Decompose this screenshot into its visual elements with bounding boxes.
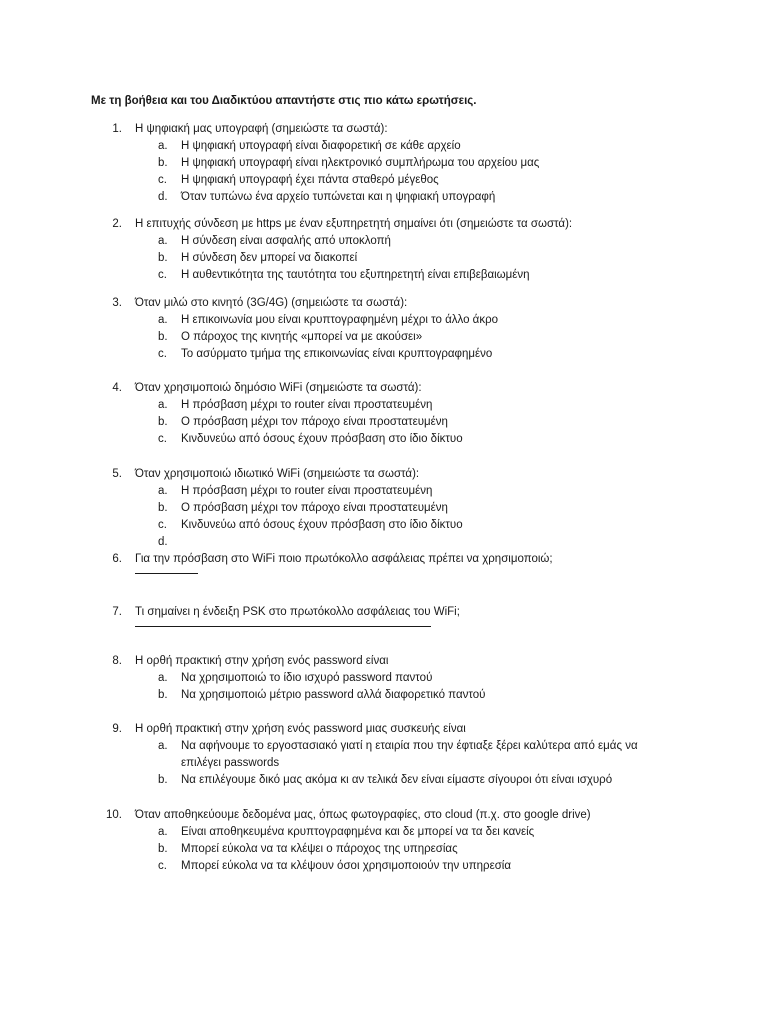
option-letter: a. bbox=[158, 485, 168, 497]
option-letter: d. bbox=[158, 191, 168, 203]
question-number: 5. bbox=[112, 468, 122, 480]
answer-blank-line bbox=[135, 573, 198, 574]
option-item bbox=[0, 312, 768, 329]
option-item bbox=[0, 329, 768, 346]
option-letter: c. bbox=[158, 519, 167, 531]
option-letter: a. bbox=[158, 672, 168, 684]
option-text: Ο πάροχος της κινητής «μπορεί να με ακούσει» bbox=[181, 331, 423, 343]
option-letter: a. bbox=[158, 740, 168, 752]
question-text: Η επιτυχής σύνδεση με https με έναν εξυπηρετητή σημαίνει ότι (σημειώστε τα σωστά): bbox=[135, 218, 573, 230]
option-list bbox=[0, 738, 768, 789]
option-item bbox=[0, 858, 768, 875]
option-text: Μπορεί εύκολα να τα κλέψει ο πάροχος της υπηρεσίας bbox=[181, 843, 458, 855]
option-item bbox=[0, 824, 768, 841]
option-item bbox=[0, 155, 768, 172]
question-number: 1. bbox=[112, 123, 122, 135]
question-text: Όταν χρησιμοποιώ ιδιωτικό WiFi (σημειώστε τα σωστά): bbox=[135, 468, 420, 480]
answer-blank-line bbox=[135, 626, 431, 627]
option-letter: a. bbox=[158, 399, 168, 411]
option-text: Η ψηφιακή υπογραφή είναι διαφορετική σε κάθε αρχείο bbox=[181, 140, 461, 152]
option-text: Κινδυνεύω από όσους έχουν πρόσβαση στο ίδιο δίκτυο bbox=[181, 519, 463, 531]
option-list bbox=[0, 138, 768, 206]
question-number: 7. bbox=[112, 606, 122, 618]
option-text: Μπορεί εύκολα να τα κλέψουν όσοι χρησιμοποιούν την υπηρεσία bbox=[181, 860, 512, 872]
option-item bbox=[0, 772, 768, 789]
option-text: Η σύνδεση είναι ασφαλής από υποκλοπή bbox=[181, 235, 391, 247]
intro-instruction: Με τη βοήθεια και του Διαδικτύου απαντήστε στις πιο κάτω ερωτήσεις. bbox=[91, 95, 477, 107]
option-item bbox=[0, 250, 768, 267]
option-item bbox=[0, 267, 768, 284]
option-item bbox=[0, 233, 768, 250]
option-letter: a. bbox=[158, 140, 168, 152]
question-text: Τι σημαίνει η ένδειξη PSK στο πρωτόκολλο ασφάλειας του WiFi; bbox=[135, 606, 460, 618]
question-number: 10. bbox=[106, 809, 122, 821]
option-item bbox=[0, 414, 768, 431]
option-item bbox=[0, 138, 768, 155]
option-text: Να αφήνουμε το εργοστασιακό γιατί η εταιρία που την έφτιαξε ξέρει καλύτερα από εμάς να επιλέγει passwords bbox=[181, 740, 638, 769]
option-item bbox=[0, 431, 768, 448]
option-letter: c. bbox=[158, 433, 167, 445]
option-letter: b. bbox=[158, 157, 168, 169]
question-text: Η ορθή πρακτική στην χρήση ενός password μιας συσκευής είναι bbox=[135, 723, 466, 735]
option-item bbox=[0, 172, 768, 189]
option-text: Η σύνδεση δεν μπορεί να διακοπεί bbox=[181, 252, 358, 264]
option-letter: c. bbox=[158, 174, 167, 186]
option-letter: c. bbox=[158, 860, 167, 872]
option-text: Κινδυνεύω από όσους έχουν πρόσβαση στο ίδιο δίκτυο bbox=[181, 433, 463, 445]
option-list bbox=[0, 824, 768, 875]
option-item bbox=[0, 841, 768, 858]
option-list bbox=[0, 233, 768, 284]
option-letter: a. bbox=[158, 826, 168, 838]
option-text: Το ασύρματο τμήμα της επικοινωνίας είναι κρυπτογραφημένο bbox=[181, 348, 493, 360]
question-number: 3. bbox=[112, 297, 122, 309]
option-letter: b. bbox=[158, 416, 168, 428]
option-text: Ο πρόσβαση μέχρι τον πάροχο είναι προστατευμένη bbox=[181, 502, 448, 514]
option-text: Όταν τυπώνω ένα αρχείο τυπώνεται και η ψηφιακή υπογραφή bbox=[181, 191, 496, 203]
option-letter: b. bbox=[158, 689, 168, 701]
option-item bbox=[0, 534, 768, 551]
option-text: Να χρησιμοποιώ το ίδιο ισχυρό password παντού bbox=[181, 672, 433, 684]
option-letter: b. bbox=[158, 331, 168, 343]
option-letter: b. bbox=[158, 502, 168, 514]
option-item bbox=[0, 517, 768, 534]
question-number: 9. bbox=[112, 723, 122, 735]
option-text: Η ψηφιακή υπογραφή είναι ηλεκτρονικό συμπλήρωμα του αρχείου μας bbox=[181, 157, 540, 169]
option-list bbox=[0, 312, 768, 363]
option-letter: a. bbox=[158, 235, 168, 247]
option-letter: d. bbox=[158, 536, 168, 548]
question-text: Η ψηφιακή μας υπογραφή (σημειώστε τα σωστά): bbox=[135, 123, 388, 135]
option-list bbox=[0, 483, 768, 551]
option-item bbox=[0, 346, 768, 363]
option-text: Είναι αποθηκευμένα κρυπτογραφημένα και δε μπορεί να τα δει κανείς bbox=[181, 826, 535, 838]
option-item bbox=[0, 500, 768, 517]
option-text: Να χρησιμοποιώ μέτριο password αλλά διαφορετικό παντού bbox=[181, 689, 486, 701]
option-letter: a. bbox=[158, 314, 168, 326]
option-item bbox=[0, 397, 768, 414]
option-text: Η πρόσβαση μέχρι το router είναι προστατευμένη bbox=[181, 399, 433, 411]
option-item bbox=[0, 189, 768, 206]
option-text: Η ψηφιακή υπογραφή έχει πάντα σταθερό μέγεθος bbox=[181, 174, 439, 186]
question-number: 6. bbox=[112, 553, 122, 565]
question-number: 2. bbox=[112, 218, 122, 230]
option-letter: c. bbox=[158, 348, 167, 360]
question-number: 4. bbox=[112, 382, 122, 394]
option-item bbox=[0, 738, 768, 772]
option-text: Να επιλέγουμε δικό μας ακόμα κι αν τελικά δεν είναι είμαστε σίγουροι ότι είναι ισχυρό bbox=[181, 774, 613, 786]
option-list bbox=[0, 670, 768, 704]
option-item bbox=[0, 670, 768, 687]
question-text: Όταν αποθηκεύουμε δεδομένα μας, όπως φωτογραφίες, στο cloud (π.χ. στο google drive) bbox=[135, 809, 591, 821]
option-letter: b. bbox=[158, 774, 168, 786]
option-letter: b. bbox=[158, 843, 168, 855]
question-text: Για την πρόσβαση στο WiFi ποιο πρωτόκολλο ασφάλειας πρέπει να χρησιμοποιώ; bbox=[135, 553, 553, 565]
option-item bbox=[0, 687, 768, 704]
option-text: Η αυθεντικότητα της ταυτότητα του εξυπηρετητή είναι επιβεβαιωμένη bbox=[181, 269, 530, 281]
option-letter: b. bbox=[158, 252, 168, 264]
option-text: Η επικοινωνία μου είναι κρυπτογραφημένη μέχρι το άλλο άκρο bbox=[181, 314, 499, 326]
option-list bbox=[0, 397, 768, 448]
option-letter: c. bbox=[158, 269, 167, 281]
question-text: Η ορθή πρακτική στην χρήση ενός password είναι bbox=[135, 655, 389, 667]
question-text: Όταν χρησιμοποιώ δημόσιο WiFi (σημειώστε τα σωστά): bbox=[135, 382, 422, 394]
question-number: 8. bbox=[112, 655, 122, 667]
option-item bbox=[0, 483, 768, 500]
option-text: Ο πρόσβαση μέχρι τον πάροχο είναι προστατευμένη bbox=[181, 416, 448, 428]
option-text: Η πρόσβαση μέχρι το router είναι προστατευμένη bbox=[181, 485, 433, 497]
question-text: Όταν μιλώ στο κινητό (3G/4G) (σημειώστε τα σωστά): bbox=[135, 297, 408, 309]
